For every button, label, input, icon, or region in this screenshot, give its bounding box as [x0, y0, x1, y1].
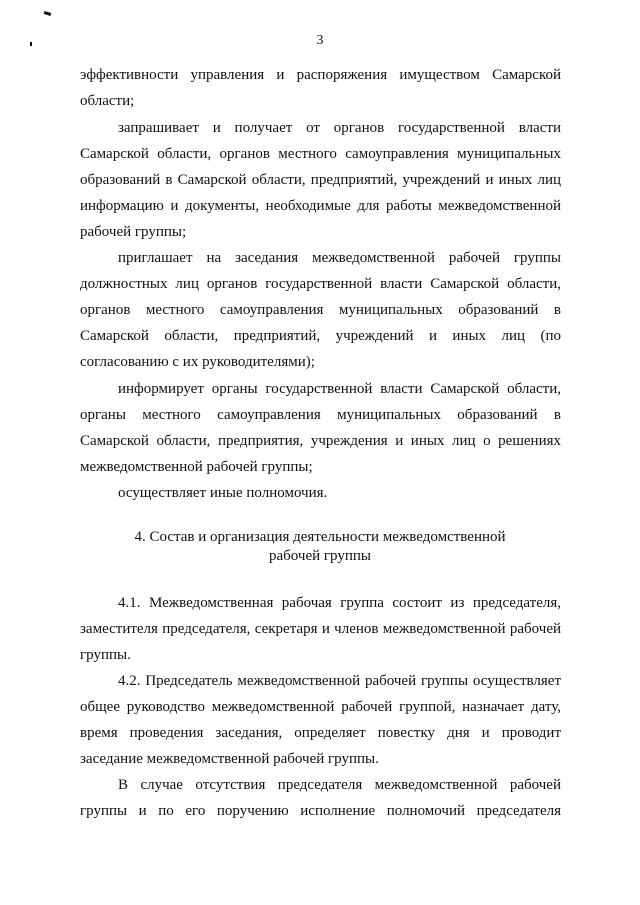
text-line: информирует органы государственной власти Самарской области,	[118, 381, 561, 397]
text-line: приглашает на заседания межведомственной рабочей группы	[118, 250, 561, 266]
text-line: органов местного самоуправления муниципальных образований в	[80, 302, 561, 318]
text-line: заместителя председателя, секретаря и членов межведомственной рабочей	[80, 621, 561, 637]
text-line: группы и по его поручению исполнение полномочий председателя	[80, 803, 561, 819]
section-heading: рабочей группы	[269, 548, 371, 564]
text-line: информацию и документы, необходимые для работы межведомственной	[80, 198, 561, 214]
text-line: органы местного самоуправления муниципальных образований в	[80, 407, 561, 423]
text-line: Самарской области, предприятия, учреждения и иных лиц о решениях	[80, 433, 561, 449]
text-line: области;	[80, 93, 135, 109]
text-line: осуществляет иные полномочия.	[118, 485, 328, 501]
text-line: эффективности управления и распоряжения имуществом Самарской	[80, 67, 561, 83]
text-line: должностных лиц органов государственной власти Самарской области,	[80, 276, 561, 292]
scan-mark	[44, 11, 52, 16]
text-line: согласованию с их руководителями);	[80, 354, 315, 370]
text-line: заседание межведомственной рабочей группы.	[80, 751, 379, 767]
text-line: общее руководство межведомственной рабочей группой, назначает дату,	[80, 699, 561, 715]
text-line: образований в Самарской области, предприятий, учреждений и иных лиц	[80, 172, 561, 188]
text-line: 4.1. Межведомственная рабочая группа состоит из председателя,	[118, 595, 561, 611]
section-heading: 4. Состав и организация деятельности межведомственной	[134, 529, 506, 545]
text-line: запрашивает и получает от органов государственной власти	[118, 120, 561, 136]
text-line: группы.	[80, 647, 131, 663]
text-line: В случае отсутствия председателя межведомственной рабочей	[118, 777, 561, 793]
text-line: межведомственной рабочей группы;	[80, 459, 313, 475]
text-line: Самарской области, органов местного самоуправления муниципальных	[80, 146, 561, 162]
text-line: 4.2. Председатель межведомственной рабочей группы осуществляет	[118, 673, 561, 689]
page-number: 3	[316, 33, 324, 48]
text-line: Самарской области, предприятий, учреждений и иных лиц (по	[80, 328, 561, 344]
text-line: рабочей группы;	[80, 224, 187, 240]
text-line: время проведения заседания, определяет повестку дня и проводит	[80, 725, 561, 741]
